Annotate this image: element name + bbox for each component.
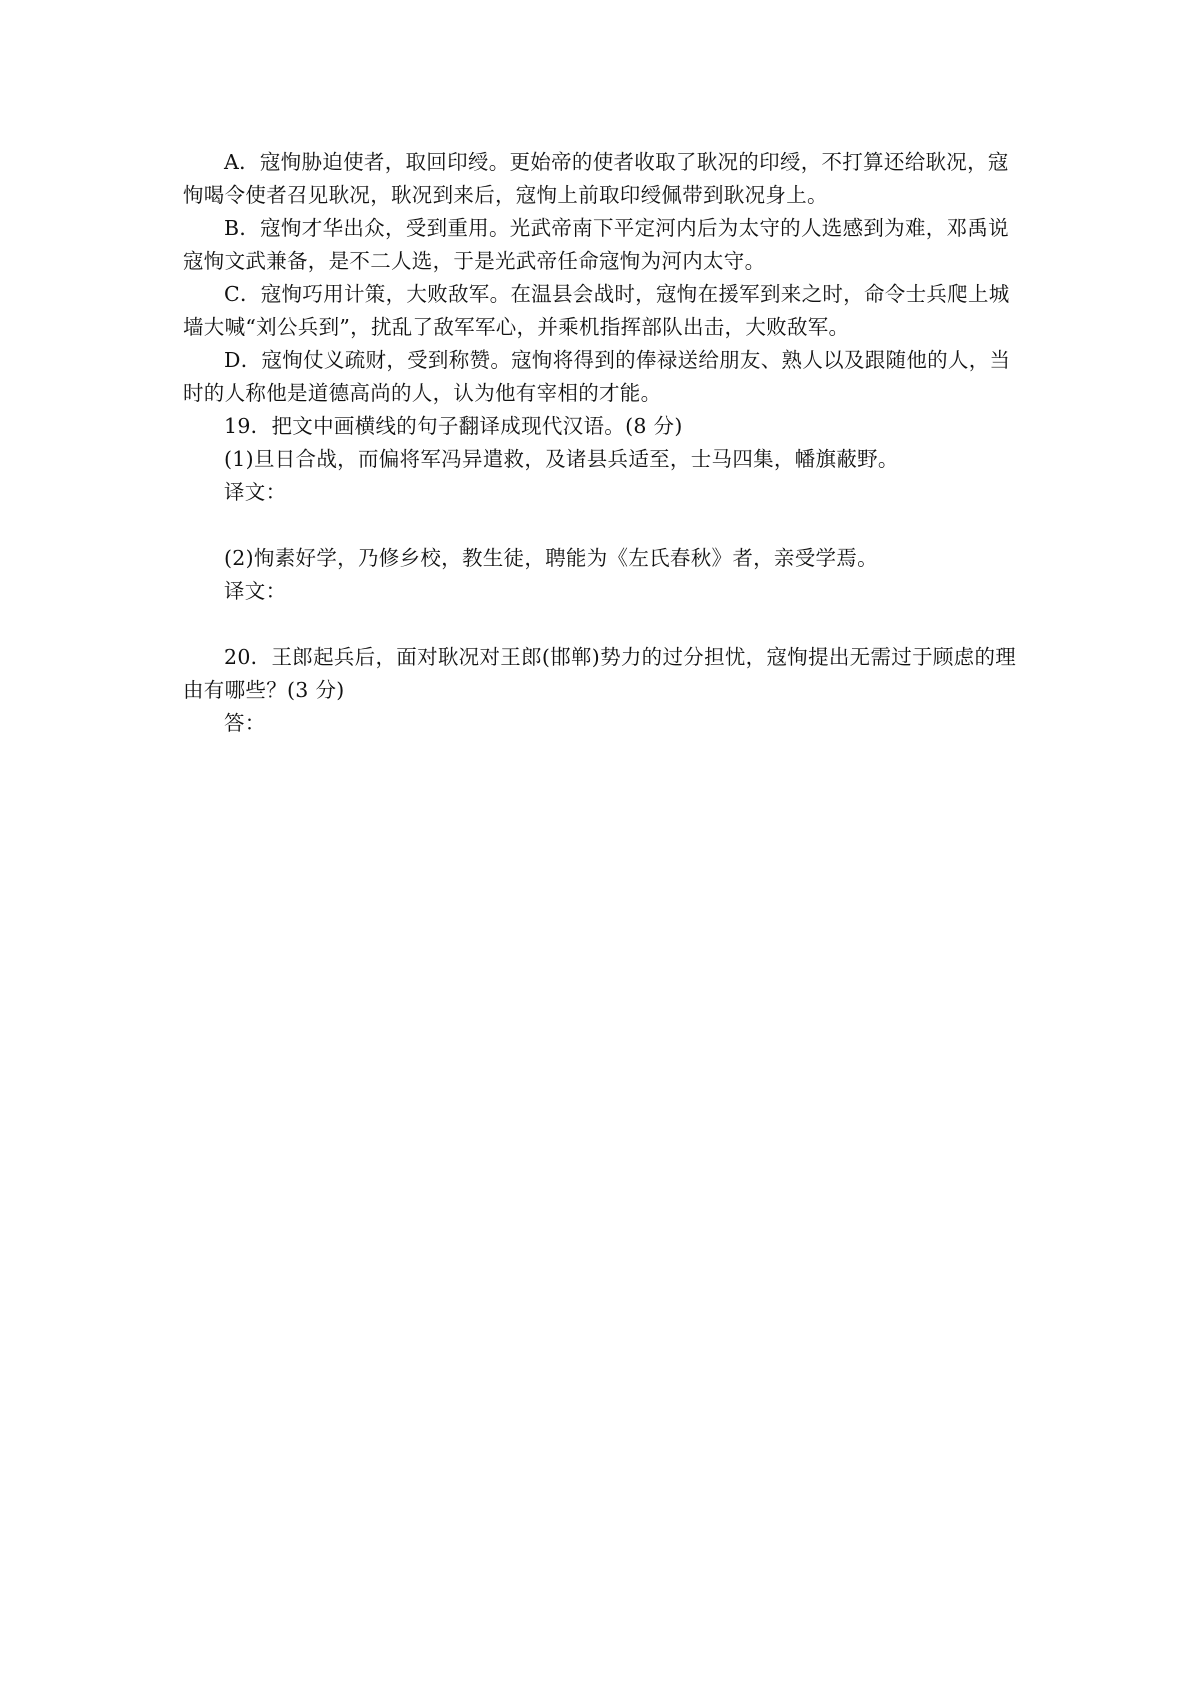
option-a-line-2: 恂喝令使者召见耿况，耿况到来后，寇恂上前取印绶佩带到耿况身上。 [183,183,828,207]
question-20 [183,641,1025,740]
question-19-part-2-answer-label: 译文： [224,579,287,603]
option-a [183,146,1025,212]
option-c-line-1: C．寇恂巧用计策，大败敌军。在温县会战时，寇恂在援军到来之时，命令士兵爬上城 [224,282,1010,306]
question-19-part-2-answer-space [183,608,1025,641]
question-19 [183,410,1025,641]
option-a-line-1: A．寇恂胁迫使者，取回印绶。更始帝的使者收取了耿况的印绶，不打算还给耿况，寇 [224,150,1009,174]
option-d-line-1: D．寇恂仗义疏财，受到称赞。寇恂将得到的俸禄送给朋友、熟人以及跟随他的人，当 [224,348,1011,372]
option-c-line-2: 墙大喊“刘公兵到”，扰乱了敌军军心，并乘机指挥部队出击，大败敌军。 [183,315,850,339]
option-b-line-1: B．寇恂才华出众，受到重用。光武帝南下平定河内后为太守的人选感到为难，邓禹说 [224,216,1009,240]
question-20-prompt-line-1: 20．王郎起兵后，面对耿况对王郎(邯郸)势力的过分担忧，寇恂提出无需过于顾虑的理 [224,645,1017,669]
option-d-line-2: 时的人称他是道德高尚的人，认为他有宰相的才能。 [183,381,662,405]
question-19-prompt: 19．把文中画横线的句子翻译成现代汉语。(8 分) [224,414,683,438]
option-c [183,278,1025,344]
option-b-line-2: 寇恂文武兼备，是不二人选，于是光武帝任命寇恂为河内太守。 [183,249,766,273]
question-19-part-2: (2)恂素好学，乃修乡校，教生徒，聘能为《左氏春秋》者，亲受学焉。 [224,546,878,570]
question-19-part-1: (1)旦日合战，而偏将军冯异遣救，及诸县兵适至，士马四集，幡旗蔽野。 [224,447,899,471]
exam-page [183,146,1025,740]
option-b [183,212,1025,278]
question-19-part-1-answer-label: 译文： [224,480,287,504]
question-20-prompt-line-2: 由有哪些？(3 分) [183,678,345,702]
option-d [183,344,1025,410]
question-20-answer-label: 答： [224,711,266,735]
question-19-part-1-answer-space [183,509,1025,542]
